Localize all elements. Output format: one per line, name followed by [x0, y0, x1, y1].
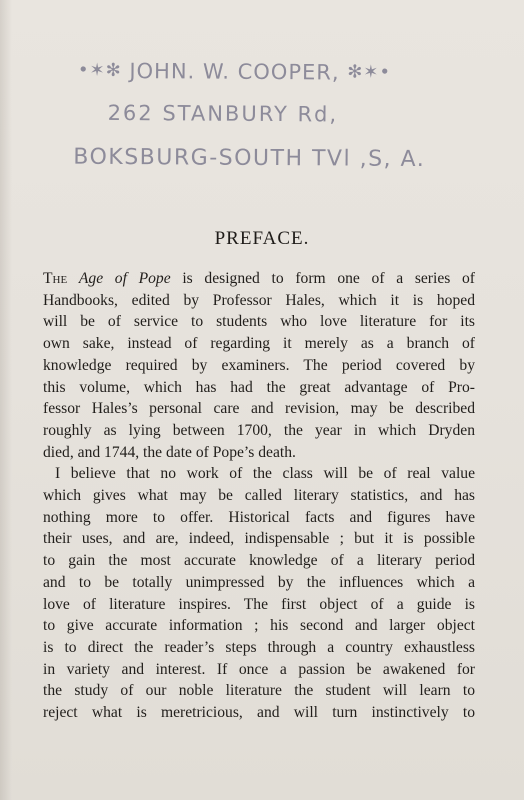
- text-line: [43, 528, 475, 550]
- text-run: The: [43, 270, 79, 287]
- preface-body: [43, 268, 475, 724]
- text-line: [43, 507, 475, 529]
- text-line: [43, 463, 475, 485]
- stamp-ornament-left: •✶✻: [77, 59, 122, 81]
- text-run: the study of our noble literature the student will learn to: [43, 682, 475, 700]
- text-run: to give accurate information ; his second and larger object: [43, 617, 475, 635]
- text-run: and to be totally unimpressed by the influences which a: [43, 573, 475, 591]
- text-run: died, and 1744, the date of Pope’s death.: [43, 443, 296, 461]
- text-line: [43, 420, 475, 442]
- text-line: [43, 268, 475, 290]
- owner-stamp: [60, 57, 480, 173]
- stamp-town: BOKSBURG-SOUTH TVl ,S, A.: [73, 144, 426, 173]
- text-run: their uses, and are, indeed, indispensable ; but it is possible: [43, 530, 475, 548]
- text-line: [43, 398, 475, 420]
- text-line: [43, 377, 475, 399]
- page-title: PREFACE.: [214, 228, 310, 249]
- text-run: knowledge required by examiners. The period covered by: [43, 356, 475, 374]
- text-line: [43, 615, 475, 637]
- page-gutter-shadow: [0, 0, 12, 800]
- text-run: in variety and interest. If once a passion be awakened for: [43, 660, 475, 678]
- stamp-ornament-right: ✻✶•: [347, 61, 392, 83]
- text-run: reject what is meretricious, and will turn instinctively to: [43, 704, 475, 722]
- text-line: [43, 659, 475, 681]
- text-run: roughly as lying between 1700, the year in which Dryden: [43, 421, 475, 439]
- stamp-owner-name: JOHN. W. COOPER,: [129, 59, 340, 85]
- text-run: Age of Pope: [78, 270, 171, 287]
- text-run: love of literature inspires. The first object of a guide is: [43, 595, 475, 613]
- text-line: [43, 290, 475, 312]
- text-line: [43, 702, 475, 724]
- text-line: [43, 550, 475, 572]
- text-run: this volume, which has had the great advantage of Pro-: [43, 378, 475, 396]
- text-line: [43, 485, 475, 507]
- text-line: [43, 442, 475, 464]
- text-line: [43, 572, 475, 594]
- text-run: fessor Hales’s personal care and revision, may be described: [43, 400, 475, 418]
- text-run: is designed to form one of a series of: [170, 270, 475, 287]
- text-run: nothing more to offer. Historical facts and figures have: [43, 508, 475, 526]
- stamp-line-1: [78, 59, 478, 92]
- text-run: will be of service to students who love literature for its: [43, 313, 475, 331]
- paragraph: [43, 268, 475, 463]
- text-run: which gives what may be called literary statistics, and has: [43, 487, 475, 505]
- text-line: [43, 637, 475, 659]
- text-run: own sake, instead of regarding it merely as a branch of: [43, 335, 475, 353]
- text-line: [43, 355, 475, 377]
- text-line: [43, 311, 475, 333]
- text-run: is to direct the reader’s steps through a country exhaustless: [43, 638, 475, 656]
- text-line: [43, 680, 475, 702]
- text-run: I believe that no work of the class will be of real value: [55, 465, 475, 483]
- stamp-street-address: 262 STANBURY Rd,: [107, 100, 339, 127]
- text-run: Handbooks, edited by Professor Hales, which it is hoped: [43, 291, 475, 309]
- paragraph: [43, 463, 475, 723]
- text-line: [43, 333, 475, 355]
- text-line: [43, 594, 475, 616]
- text-run: to gain the most accurate knowledge of a literary period: [43, 552, 475, 570]
